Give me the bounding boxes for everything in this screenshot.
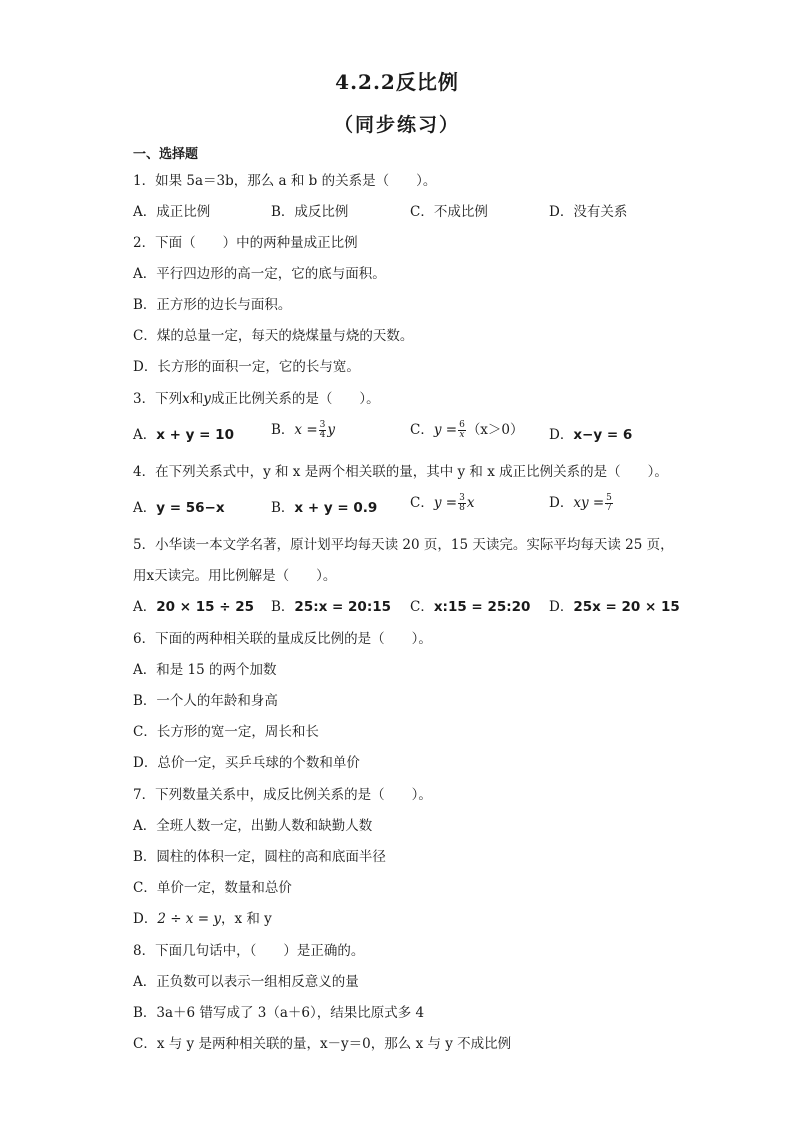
q3-option-a [133,426,234,444]
q3-var-y: y [203,391,211,407]
option-label: D． [549,427,574,443]
q2-option-a: A．平行四边形的高一定，它的底与面积。 [133,266,386,282]
q4-c-left: y = [433,495,458,511]
q2-option-b: B．正方形的边长与面积。 [133,297,292,313]
q2-option-d: D．长方形的面积一定，它的长与宽。 [133,359,360,375]
q3-stem [133,390,380,408]
q6-option-a: A．和是 15 的两个加数 [133,662,277,678]
q3-var-x: x [182,391,190,407]
q3-option-b [271,421,335,440]
q5-stem-line1: 5．小华读一本文学名著，原计划平均每天读 20 页，15 天读完。实际平均每天读 25 页， [133,537,674,553]
q3-a-expr: x + y = 10 [156,427,234,443]
q6-option-d: D．总价一定，买乒乓球的个数和单价 [133,755,360,771]
option-label: D． [133,911,158,927]
q4-stem: 4．在下列关系式中，y 和 x 是两个相关联的量，其中 y 和 x 成正比例关系的是（ ）。 [133,464,668,480]
q3-b-right: y [327,422,336,438]
q5-a-expr: 20 × 15 ÷ 25 [156,599,255,615]
q8-option-b: B．3a＋6 错写成了 3（a＋6），结果比原式多 4 [133,1005,425,1021]
q5-b-expr: 25:x = 20:15 [294,599,391,615]
q3-c-left: y = [433,422,458,438]
q7-option-d [133,910,272,928]
q1-option-d: D．没有关系 [549,204,628,220]
fraction-numerator: 6 [459,420,465,430]
q6-option-c: C．长方形的宽一定，周长和长 [133,724,319,740]
q3-option-c [410,421,524,440]
q4-option-d [549,494,614,513]
q1-option-c: C．不成比例 [410,204,488,220]
q3-b-fraction [319,421,327,440]
q3-b-left: x = [294,422,318,438]
q3-option-d [549,426,632,444]
q7-option-b: B．圆柱的体积一定，圆柱的高和底面半径 [133,849,386,865]
q1-option-b: B．成反比例 [271,204,349,220]
option-label: B． [271,422,295,438]
q5-stem-line2: 用x天读完。用比例解是（ ）。 [133,568,337,584]
q8-stem: 8．下面几句话中，（ ）是正确的。 [133,943,365,959]
q5-option-c [410,598,530,616]
q6-stem: 6．下面的两种相关联的量成反比例的是（ ）。 [133,631,432,647]
q7-d-expr: 2 ÷ x = y [157,911,221,927]
option-label: A． [133,427,157,443]
fraction-denominator: 7 [606,503,612,513]
q1-stem: 1．如果 5a＝3b，那么 a 和 b 的关系是（ ）。 [133,173,437,189]
option-label: A． [133,500,157,516]
q3-stem-part: 和 [189,391,204,407]
q4-option-a [133,499,225,517]
q2-option-c: C．煤的总量一定，每天的烧煤量与烧的天数。 [133,328,414,344]
q4-c-fraction [458,494,466,513]
q3-stem-part: 成正比例关系的是（ ）。 [210,391,380,407]
q7-option-a: A．全班人数一定，出勤人数和缺勤人数 [133,818,373,834]
option-label: B． [271,500,295,516]
q5-d-expr: 25x = 20 × 15 [573,599,680,615]
q4-d-fraction [605,494,613,513]
q5-option-b [271,598,391,616]
option-label: D． [549,495,574,511]
fraction-numerator: 5 [606,493,612,503]
q5-option-d [549,598,680,616]
option-label: B． [271,599,295,615]
q3-stem-part: 3．下列 [133,391,183,407]
q4-option-c [410,494,474,513]
option-label: C． [410,495,434,511]
section-heading: 一、选择题 [133,147,199,162]
q5-option-a [133,598,254,616]
q7-d-tail: ，x 和 y [220,911,272,927]
page-subtitle: （同步练习） [333,114,460,136]
q7-stem: 7．下列数量关系中，成反比例关系的是（ ）。 [133,787,432,803]
q4-option-b [271,499,377,517]
q4-a-expr: y = 56−x [156,500,225,516]
q8-option-c: C．x 与 y 是两种相关联的量，x－y＝0，那么 x 与 y 不成比例 [133,1036,512,1052]
option-label: D． [549,599,574,615]
q5-c-expr: x:15 = 25:20 [433,599,531,615]
q4-b-expr: x + y = 0.9 [294,500,378,516]
q3-c-fraction [458,421,466,440]
q8-option-a: A．正负数可以表示一组相反意义的量 [133,974,359,990]
fraction-denominator: 4 [319,430,326,440]
q3-c-right: （x＞0） [466,422,524,438]
page-title: 4.2.2反比例 [335,70,459,94]
fraction-denominator: x [459,430,465,440]
q4-c-right: x [466,495,475,511]
q1-option-a: A．成正比例 [133,204,211,220]
fraction-denominator: 8 [459,503,465,513]
q3-d-expr: x−y = 6 [573,427,633,443]
option-label: C． [410,422,434,438]
fraction-numerator: 3 [459,493,465,503]
q7-option-c: C．单价一定，数量和总价 [133,880,292,896]
fraction-numerator: 3 [319,420,326,430]
q4-d-left: xy = [573,495,605,511]
q2-stem: 2．下面（ ）中的两种量成正比例 [133,235,358,251]
q6-option-b: B．一个人的年龄和身高 [133,693,278,709]
option-label: A． [133,599,157,615]
option-label: C． [410,599,434,615]
